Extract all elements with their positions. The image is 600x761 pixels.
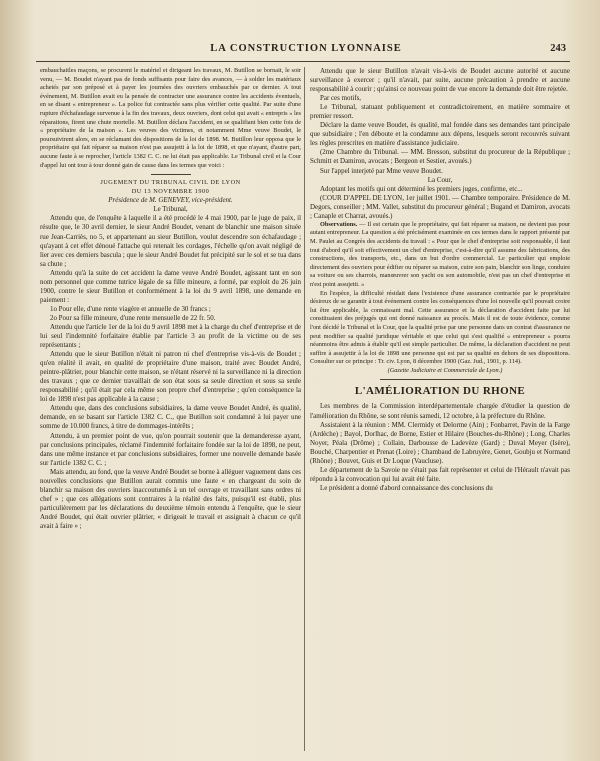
judgment-paragraph: Par ces motifs, xyxy=(320,94,362,103)
judgment-paragraph: Attendu que le sieur Butillon n'avait vis-à-vis de Boudet aucune autorité et aucune surveillance à exercer ; qu'il n'avait, par suite, aucune précaution à prendre et aucune responsabilité à courir ; qu'ainsi ce nouveau point de vue encore la demande doit être rejetée. xyxy=(310,67,570,94)
judgment-paragraph: 2o Pour sa fille mineure, d'une rente mensuelle de 22 fr. 50. xyxy=(50,313,216,322)
judgment-paragraph: Adoptant les motifs qui ont déterminé les premiers juges, confirme, etc... xyxy=(320,184,523,193)
article-paragraph: Assistaient à la réunion : MM. Clermidy et Delorme (Ain) ; Fonbarret, Pavin de la Farge (Ardèche) ; Bayol, Dorlhac, de Borne, Estier et Hilaire (Bouches-du-Rhône) ; Long, Charles Noyer, Péala (Drôme) ; Collain, Darbousse de Ladevèze (Gard) ; Duval Meyer (Isère), Bouché, Charpentier et Prenat (Loire) ; Chambaud de Labruyère, Genet, Goubju et Normand (Rhône) ; Bouvet, Guis et Dr Loque (Vaucluse). xyxy=(310,420,570,465)
header-rule xyxy=(36,61,570,62)
page-number: 243 xyxy=(550,43,566,54)
judgment-paragraph: Attendu que le sieur Butillon n'était ni patron ni chef d'entreprise vis-à-vis de Boudet ; qu'en réalité il avait, en qualité de propriétaire d'une maison, traité avec Boudet André, peintre-plâtrier, pour blanchir cette maison, se n'étant réservé ni la surveillance ni la direction des travaux ; que ce dernier travaillait de son état sous sa seule direction et sous sa seule responsabilité ; qu'il était par cela même son propre chef d'entreprise ; qu'en conséquence la loi de 1898 n'est pas applicable à la cause ; xyxy=(40,350,301,404)
presidence-line: Présidence de M. GENEVEY, vice-président. xyxy=(108,196,233,205)
left-column xyxy=(40,67,301,531)
judgment-paragraph: Attendu que l'article 1er de la loi du 9 avril 1898 met à la charge du chef d'entreprise et de lui seul l'indemnité forfaitaire établie par l'article 3 au profit de la victime ou de ses représentants ; xyxy=(40,322,301,350)
article-paragraph: Le président a donné d'abord connaissance des conclusions du xyxy=(320,483,493,492)
article-paragraph: Les membres de la Commission interdépartementale chargée d'étudier la question de l'amélioration du Rhône, se sont réunis samedi, 12 octobre, à la préfecture du Rhône. xyxy=(310,402,570,420)
judgment-paragraph: Mais attendu, au fond, que la veuve André Boudet se borne à alléguer vaguement dans ces nouvelles conclusions que Butillon aurait commis une faute « en chargeant du soin de blanchir sa maison des ouvriers inaccoutumés à un tel ouvrage et travaillant sans ordres ni chef » ; que ces allégations sont contraires à la réalité des faits, puisqu'il est établi, plus particulièrement par les déclarations du deuxième témoin entendu à l'enquête, que le sieur André Boudet, qui était ouvrier plâtrier, « dirigeait le travail et assignait à chacun ce qu'il avait à faire » ; xyxy=(40,467,301,530)
running-title: LA CONSTRUCTION LYONNAISE xyxy=(210,43,402,54)
tribunal-heading: Le Tribunal, xyxy=(153,205,188,214)
cour-heading: La Cour, xyxy=(427,175,453,184)
judgment-paragraph: Déclare la dame veuve Boudet, ès qualité, mal fondée dans ses demandes tant principale que subsidiaire ; l'en déboute et la condamne aux dépens, lesquels seront recouvrés suivant les règles prescrites en matière d'assistance judiciaire. xyxy=(310,121,570,148)
page-header xyxy=(36,43,576,57)
intro-paragraph: embauchaitles maçons, se procurent le matériel et dirigeant les travaux, M. Butillon se bornait, le soir venu, — M. Boudet n'ayant pas de fonds suffisants pour faire des avances, — à solder les matériaux achetés par son préposé et à payer les journées des ouvriers embauchés par ce dernier. A tout événement, M. Butillon avait eu la pensée de contracter une assurance contre les accidents éventuels, en se disant « entrepreneur ». La police fut contractée sans plus vérifier cette qualité. Par suite d'une rupture d'échafaudage survenue à la fin des travaux, deux ouvriers, dont celui qui avait « entrepris » les réparations, firent une chute mortelle. M. Butillon déclara l'accident, en se qualifiant bien cette fois de « propriétaire de la maison ». Les veuves des victimes, et notamment Mme veuve Boudet, le poursuivirent alors, en se réclamant des dispositions de la loi de 1898. M. Butillon leur opposa que le propriétaire qui fait réparer sa maison n'est pas assujetti à la loi de 1898, et que n'ayant, d'autre part, aucune faute à se reprocher, l'article 1382 C. C. ne lui était pas applicable. Le Tribunal civil et la Cour d'appel lui ont tour à tour donné gain de cause dans les termes que voici : xyxy=(40,67,301,169)
court-note: (COUR D'APPEL DE LYON, 1er juillet 1901. — Chambre temporaire. Présidence de M. Degors, conseiller ; MM. Vallet, substitut du procureur général ; Bugand et Damiron, avocats ; Canaple et Charrat, avoués.) xyxy=(310,193,570,220)
judgment-paragraph: Le Tribunal, statuant publiquement et contradictoirement, en matière sommaire et premier ressort. xyxy=(310,103,570,121)
observations-heading: Observations. xyxy=(320,220,358,228)
judgment-paragraph: Attendu, à un premier point de vue, qu'on pourrait soutenir que la demanderesse ayant, par conclusions principales, réclamé l'indemnité forfaitaire fondée sur la loi de 1898, ne peut, dans une même instance et par conclusions subsidiaires, former une nouvelle demande basée sur l'article 1382 C. C. ; xyxy=(40,431,301,467)
observations-paragraph: En l'espèce, la difficulté résidait dans l'existence d'une assurance contractée par le propriétaire désireux de se garantir à tout événement contre les conséquences d'une loi nouvelle qu'il pouvait croire lui être applicable, la connaissant mal. Cette assurance et la déclaration d'accident faite par lui constituaient des préjugés qui ont donné naissance au procès. Mais il est de toute évidence, comme l'ont décidé le Tribunal et la Cour, que la qualité prise par une personne dans un contrat d'assurance ne peut modifier sa qualité juridique véritable et que celui qui s'est qualifié « entrepreneur » pourra néanmoins être admis à établir qu'il est simple particulier. De même, la déclaration d'accident ne peut suffire à assujettir à la loi de 1898 une personne qui est par sa qualité en dehors de ses dispositions. Consulter sur ce principe : Tr. civ. Lyon, 8 décembre 1900 (Gaz. Jud., 1901, p. 114). xyxy=(310,289,570,366)
source-citation: (Gazette Judiciaire et Commerciale de Lyon.) xyxy=(387,366,503,374)
judgment-paragraph: Attendu que, dans des conclusions subsidiaires, la dame veuve Boudet André, ès qualité, demande, en se basant sur l'article 1382 C. C., que Butillon soit condamné à lui payer une somme de 10.000 francs, à titre de dommages-intérêts ; xyxy=(40,404,301,431)
column-divider xyxy=(304,67,305,751)
judgment-paragraph: Attendu qu'à la suite de cet accident la dame veuve André Boudet, agissant tant en son nom personnel que comme tutrice légale de sa fille mineure, a formé, par exploit du 26 juin 1900, contre le sieur Butillon et conformément à la loi du 9 avril 1898, une demande en paiement : xyxy=(40,268,301,304)
section-title: L'AMÉLIORATION DU RHONE xyxy=(354,385,526,398)
judgment-paragraph: 1o Pour elle, d'une rente viagère et annuelle de 30 francs ; xyxy=(50,304,211,313)
right-column xyxy=(310,67,570,493)
article-paragraph: Le département de la Savoie ne s'était pas fait représenter et celui de l'Hérault n'avait pas répondu à la convocation qui lui avait été faite. xyxy=(310,465,570,483)
judgment-paragraph: Attendu que, de l'enquête à laquelle il a été procédé le 4 mai 1900, par le juge de paix, il résulte que, le 30 avril dernier, le sieur André Boudet, venant de blanchir une maison située rue Jean-Carriès, no 5, et appartenant au sieur Butillon, voulut descendre son échafaudage ; qu'ayant à cet effet dénoué l'attache qui retenait les cordages, l'échelle qu'on avait négligé de lier avec ces derniers bascula ; que le sieur André Boudet fut précipité sur le sol et se tua dans sa chute ; xyxy=(40,214,301,268)
judgment-date: DU 13 NOVEMBRE 1900 xyxy=(131,187,210,195)
judgment-heading: JUGEMENT DU TRIBUNAL CIVIL DE LYON xyxy=(100,179,241,187)
chamber-note: (2me Chambre du Tribunal. — MM. Bresson, substitut du procureur de la République ; Schmitt et Damiron, avocats ; Bergeon et Sestier, avoués.) xyxy=(310,148,570,166)
appeal-line: Sur l'appel interjeté par Mme veuve Boudet. xyxy=(320,166,443,175)
observations-paragraph xyxy=(310,221,570,290)
separator xyxy=(380,379,500,380)
observations-text: — Il est certain que le propriétaire, qui fait réparer sa maison, ne devient pas pour autant entrepreneur. La question a été précisément examinée en ces termes dans le rapport présenté par M. Paulet au Congrès des accidents du travail : « Pour que le chef d'entreprise soit responsable, il faut tout d'abord qu'il soit effectivement un chef d'entreprise, c'est-à-dire qu'il assume des fabrications, des constructions, des transports, etc., dans un but d'ordre commercial. Le particulier qui emploie directement des ouvriers pour édifier ou réparer sa maison, cuire son pain, blanchir son linge, conduire sa voiture ou ses charrois, manœuvrer son yacht ou son automobile, n'est pas un chef d'entreprise et n'est point assujetti. » xyxy=(310,220,570,288)
separator xyxy=(151,174,191,175)
